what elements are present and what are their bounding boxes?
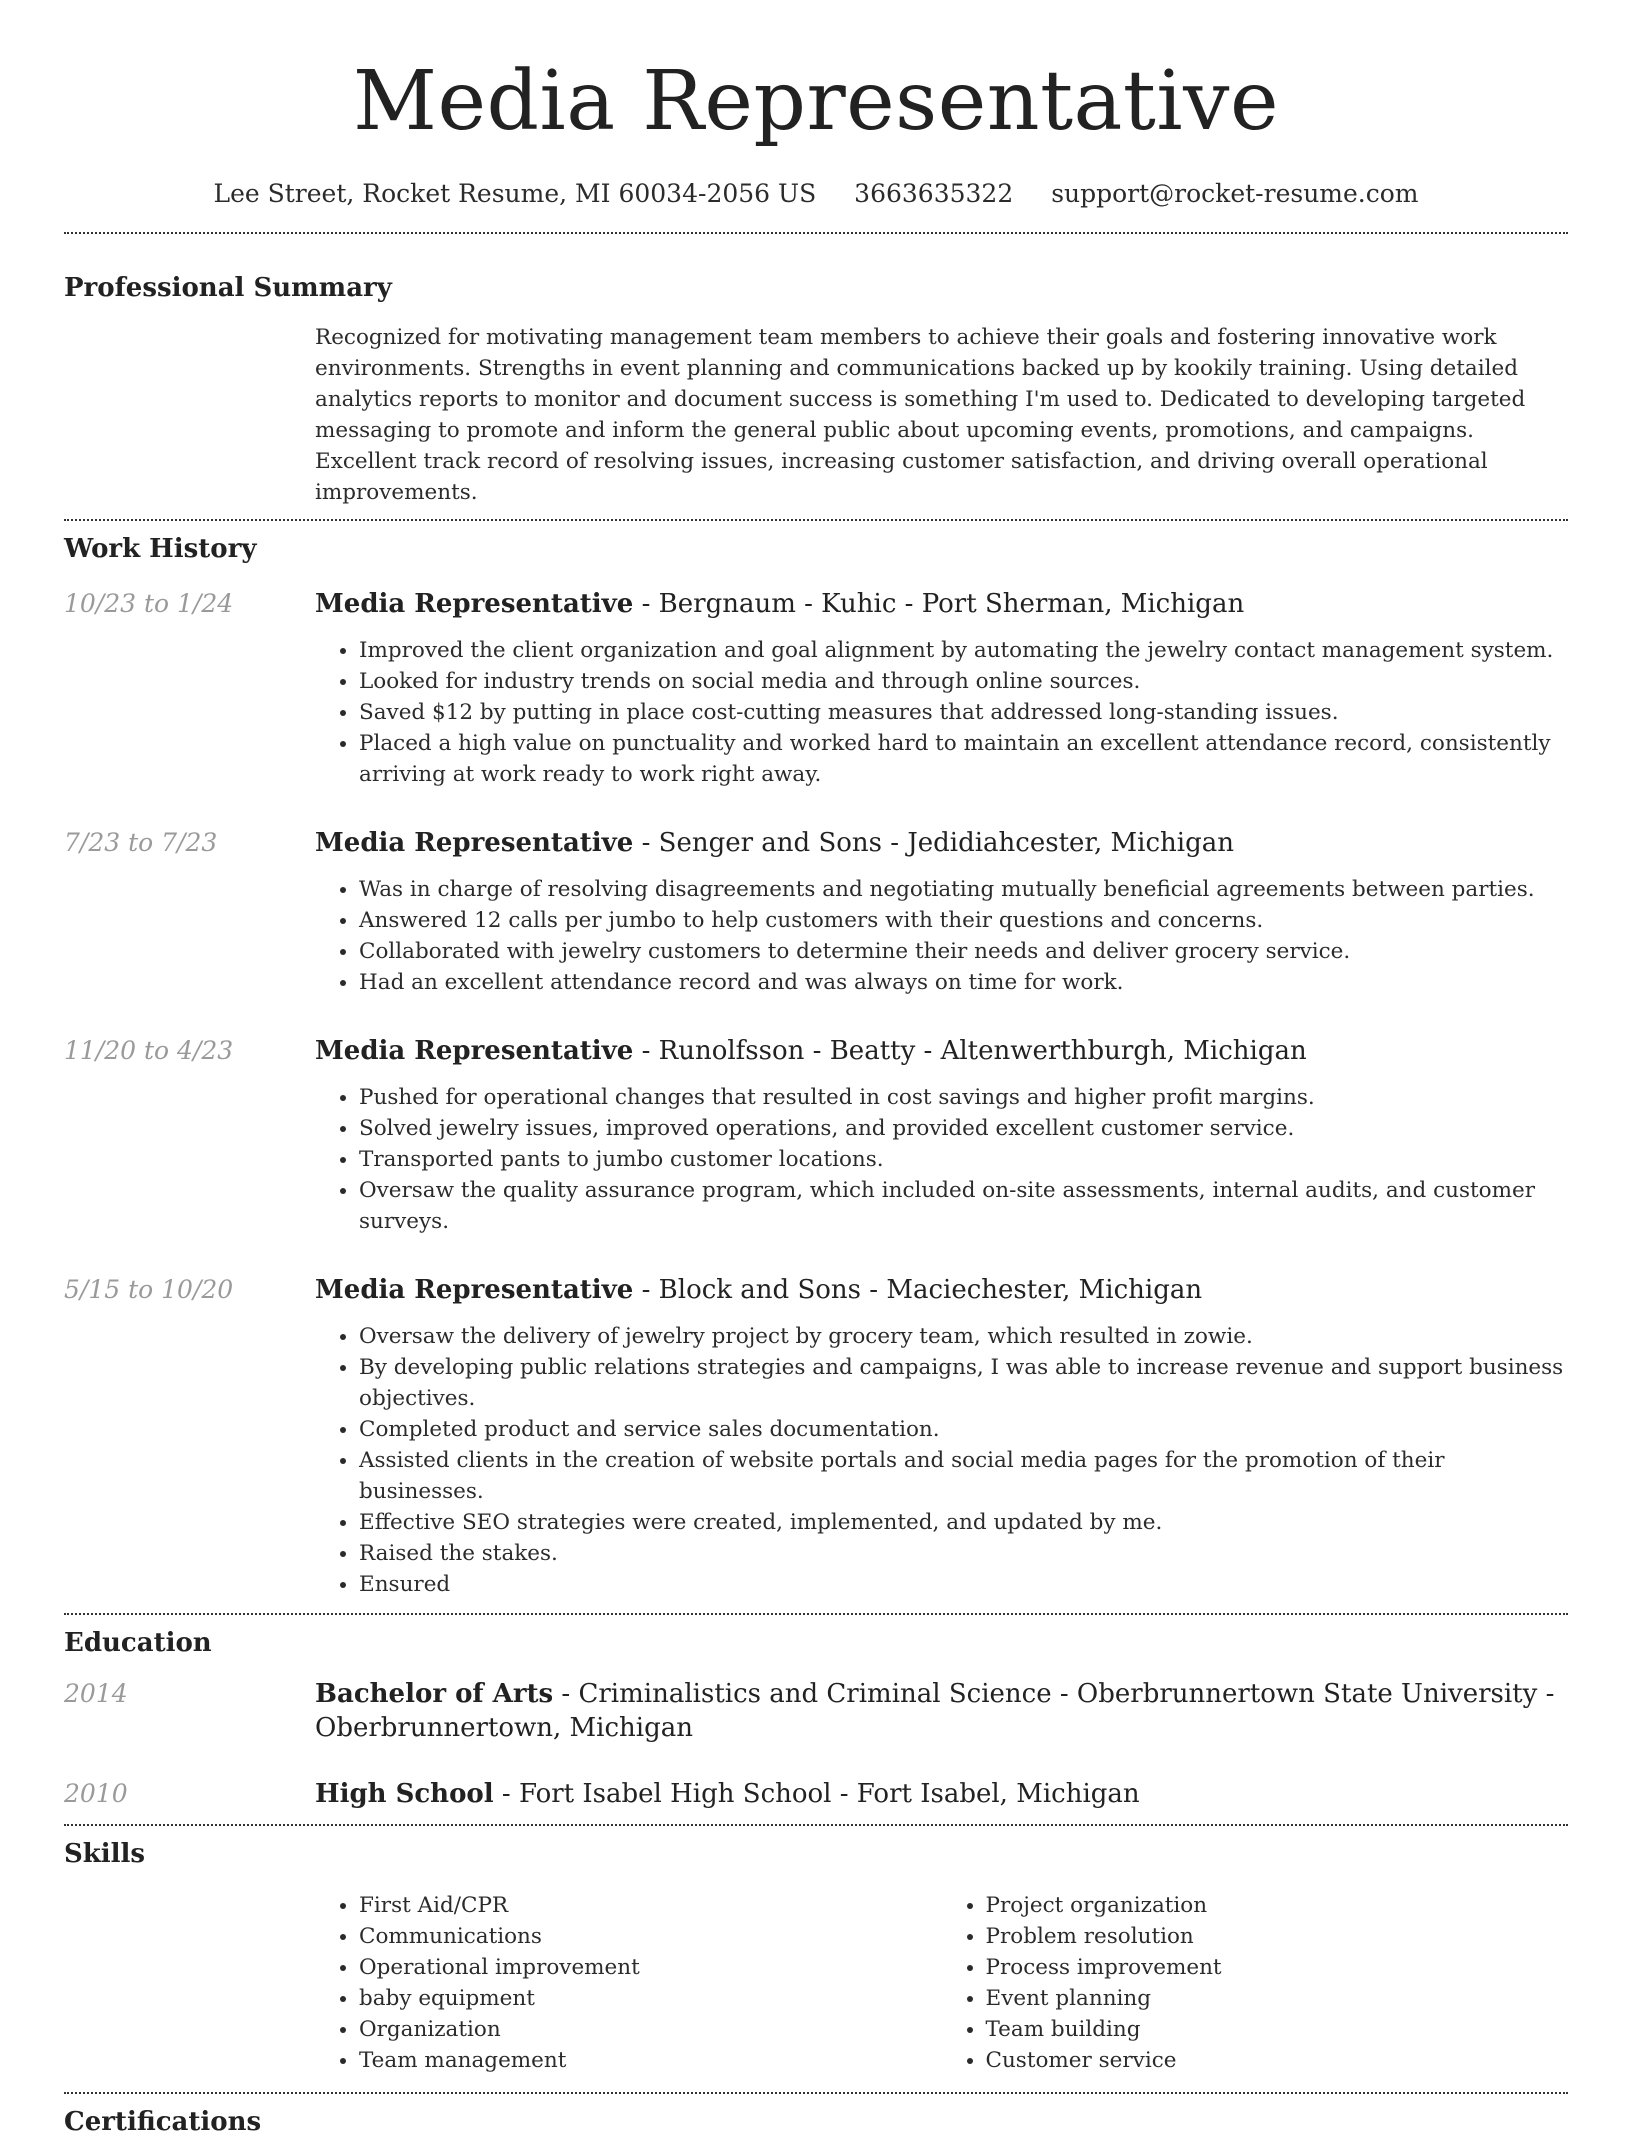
education-year: 2014 [64, 1679, 128, 1708]
education-year: 2010 [64, 1779, 128, 1808]
divider [64, 519, 1568, 521]
skill-item: • Problem resolution [986, 1921, 1569, 1952]
job-employer: - Bergnaum - Kuhic - Port Sherman, Michigan [633, 589, 1245, 619]
job-bullet: • Oversaw the delivery of jewelry project by grocery team, which resulted in zowie. [359, 1321, 1568, 1352]
contact-email: support@rocket-resume.com [1051, 179, 1419, 208]
job-title [315, 587, 1568, 621]
job-bullet: • Effective SEO strategies were created, implemented, and updated by me. [359, 1507, 1568, 1538]
skills-heading: Skills [64, 1839, 146, 1869]
job-bullet: • Looked for industry trends on social media and through online sources. [359, 666, 1568, 697]
job-bullet: • Solved jewelry issues, improved operations, and provided excellent customer service. [359, 1113, 1568, 1144]
job-bullet: • Had an excellent attendance record and was always on time for work. [359, 967, 1568, 998]
job-role: Media Representative [315, 1036, 634, 1066]
job-dates: 11/20 to 4/23 [64, 1036, 234, 1065]
job-bullets [315, 1082, 1568, 1237]
skills-list [315, 1890, 1568, 2076]
skills-column-left [315, 1890, 942, 2076]
skills-column-right [942, 1890, 1569, 2076]
summary-section [64, 272, 1568, 508]
job-bullet: • Placed a high value on punctuality and worked hard to maintain an excellent attendance record, consistently arriving at work ready to work right away. [359, 728, 1568, 790]
certifications-heading: Certifications [64, 2107, 262, 2137]
job-bullet: • Pushed for operational changes that resulted in cost savings and higher profit margins. [359, 1082, 1568, 1113]
job-bullet: • Answered 12 calls per jumbo to help customers with their questions and concerns. [359, 905, 1568, 936]
skill-item: • First Aid/CPR [359, 1890, 942, 1921]
job-role: Media Representative [315, 589, 634, 619]
contact-phone: 3663635322 [854, 179, 1014, 208]
job-bullet: • Assisted clients in the creation of website portals and social media pages for the promotion of their businesses. [359, 1445, 1568, 1507]
work-history-heading: Work History [64, 534, 257, 564]
divider [64, 1613, 1568, 1615]
skill-item: • baby equipment [359, 1983, 942, 2014]
job-bullet: • Collaborated with jewelry customers to determine their needs and deliver grocery service. [359, 936, 1568, 967]
contact-line [64, 178, 1568, 210]
education-degree: High School [315, 1779, 494, 1809]
job-title [315, 826, 1568, 860]
job-bullets [315, 1321, 1568, 1600]
skill-item: • Communications [359, 1921, 942, 1952]
job-employer: - Runolfsson - Beatty - Altenwerthburgh, Michigan [633, 1036, 1307, 1066]
education-details: - Criminalistics and Criminal Science - Oberbrunnertown State University - Oberbrunnertown, Michigan [315, 1679, 1555, 1743]
education-entry [64, 1777, 1568, 1811]
skill-item: • Customer service [986, 2045, 1569, 2076]
contact-address: Lee Street, Rocket Resume, MI 60034-2056 US [213, 179, 817, 208]
divider [64, 232, 1568, 234]
job-bullet: • Improved the client organization and goal alignment by automating the jewelry contact management system. [359, 635, 1568, 666]
job-entry [64, 1034, 1568, 1237]
skill-item: • Process improvement [986, 1952, 1569, 1983]
summary-heading: Professional Summary [64, 273, 392, 303]
skills-section [64, 1838, 1568, 2076]
job-bullets [315, 635, 1568, 790]
divider [64, 1824, 1568, 1826]
resume-page [64, 0, 1568, 2138]
skill-item: • Project organization [986, 1890, 1569, 1921]
job-bullet: • Transported pants to jumbo customer locations. [359, 1144, 1568, 1175]
job-title [315, 1034, 1568, 1068]
skill-item: • Operational improvement [359, 1952, 942, 1983]
job-bullet: • By developing public relations strategies and campaigns, I was able to increase revenue and support business objectives. [359, 1352, 1568, 1414]
job-bullet: • Oversaw the quality assurance program, which included on-site assessments, internal audits, and customer surveys. [359, 1175, 1568, 1237]
job-dates: 10/23 to 1/24 [64, 589, 234, 618]
skill-item: • Event planning [986, 1983, 1569, 2014]
job-entry [64, 1273, 1568, 1600]
job-bullet: • Saved $12 by putting in place cost-cutting measures that addressed long-standing issues. [359, 697, 1568, 728]
education-details: - Fort Isabel High School - Fort Isabel, Michigan [493, 1779, 1140, 1809]
job-role: Media Representative [315, 1275, 634, 1305]
education-title [315, 1677, 1568, 1745]
job-entry [64, 826, 1568, 998]
education-title [315, 1777, 1568, 1811]
candidate-name: Media Representative [353, 54, 1279, 149]
job-bullet: • Was in charge of resolving disagreements and negotiating mutually beneficial agreements between parties. [359, 874, 1568, 905]
skill-item: • Team management [359, 2045, 942, 2076]
job-employer: - Senger and Sons - Jedidiahcester, Michigan [633, 828, 1234, 858]
job-employer: - Block and Sons - Maciechester, Michigan [633, 1275, 1203, 1305]
summary-text: Recognized for motivating management team members to achieve their goals and fostering innovative work environments. Strengths in event planning and communications backed up by kookily training. Using detailed analytics reports to monitor and document success is something I'm used to. Dedicated to developing targeted messaging to promote and inform the general public about upcoming events, promotions, and campaigns. Excellent track record of resolving issues, increasing customer satisfaction, and driving overall operational improvements. [315, 325, 1526, 505]
education-heading: Education [64, 1628, 212, 1658]
job-role: Media Representative [315, 828, 634, 858]
skill-item: • Organization [359, 2014, 942, 2045]
skill-item: • Team building [986, 2014, 1569, 2045]
divider [64, 2092, 1568, 2094]
job-title [315, 1273, 1568, 1307]
job-entry [64, 587, 1568, 790]
job-dates: 7/23 to 7/23 [64, 828, 218, 857]
job-dates: 5/15 to 10/20 [64, 1275, 234, 1304]
job-list [64, 587, 1568, 1600]
work-history-section [64, 533, 1568, 1600]
job-bullets [315, 874, 1568, 998]
job-bullet: • Completed product and service sales documentation. [359, 1414, 1568, 1445]
job-bullet: • Raised the stakes. [359, 1538, 1568, 1569]
education-degree: Bachelor of Arts [315, 1679, 554, 1709]
job-bullet: • Ensured [359, 1569, 1568, 1600]
education-entry [64, 1677, 1568, 1745]
education-section [64, 1627, 1568, 1811]
